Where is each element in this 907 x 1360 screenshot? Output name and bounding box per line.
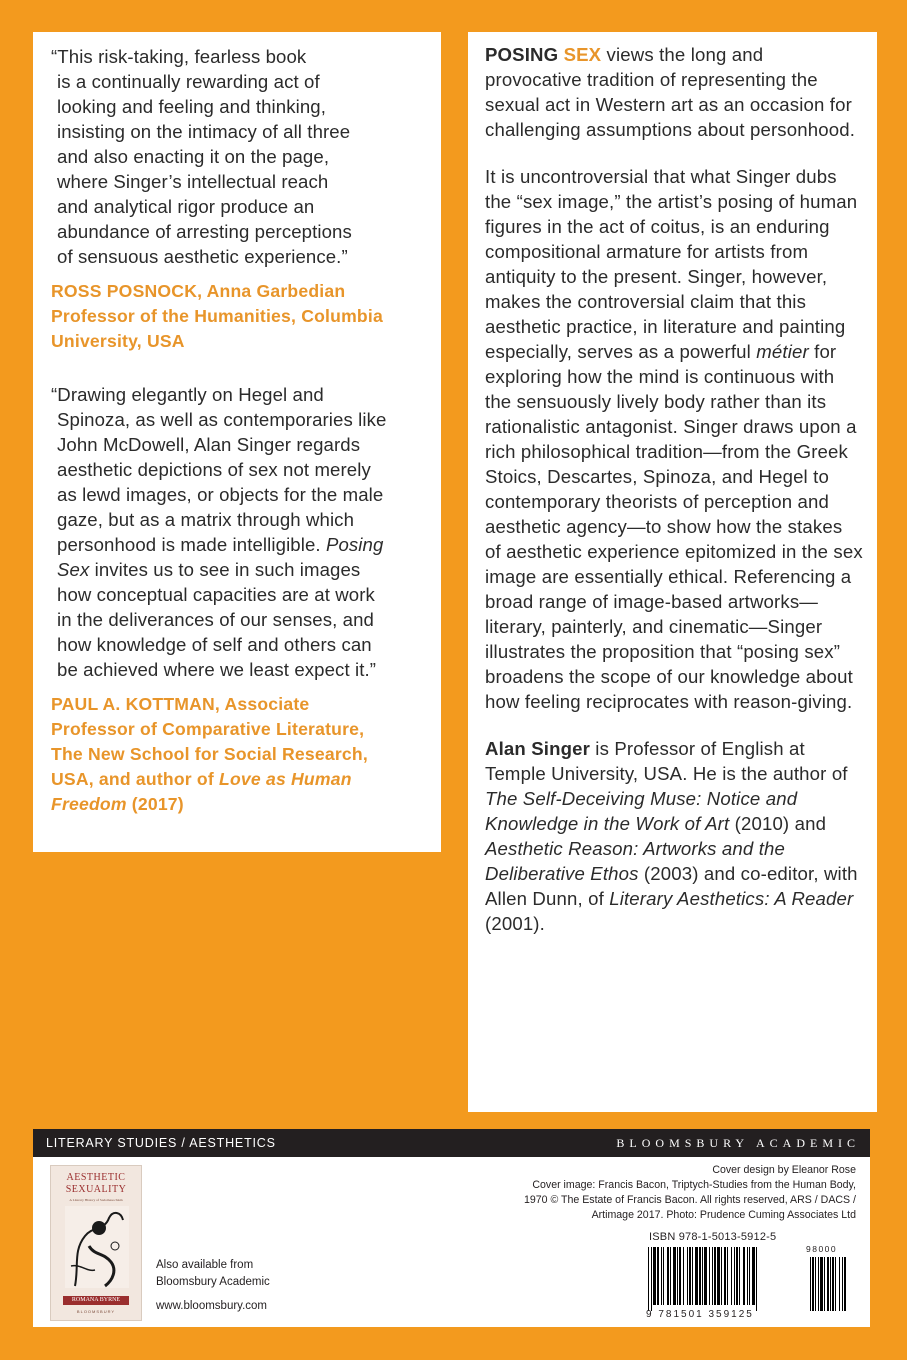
quote-line: is a continually rewarding act of [57, 71, 320, 92]
endorsement-attribution-2 [51, 692, 425, 817]
quote-line: Spinoza, as well as contemporaries like [57, 409, 387, 430]
attribution-line: Freedom (2017) [51, 794, 184, 814]
quote-line: insisting on the intimacy of all three [57, 121, 351, 142]
book-title: Sex [57, 559, 90, 580]
quote-line: be achieved where we least expect it.” [57, 659, 377, 680]
quote-line: how conceptual capacities are at work [57, 584, 375, 605]
endorsements-panel [33, 32, 441, 852]
isbn-label: ISBN 978-1-5013-5912-5 [649, 1231, 777, 1243]
emphasis-metier: métier [756, 341, 809, 362]
also-available-text: Also available from Bloomsbury Academic [156, 1259, 270, 1288]
quote-line: “This risk-taking, fearless book [51, 46, 307, 67]
credit-line: Cover image: Francis Bacon, Triptych-Studies from the Human Body, [532, 1179, 856, 1191]
quote-line: in the deliverances of our senses, and [57, 609, 374, 630]
quote-line: looking and feeling and thinking, [57, 96, 326, 117]
category-label: LITERARY STUDIES / AESTHETICS [46, 1136, 276, 1150]
related-book-title: AESTHETIC SEXUALITY [65, 1172, 127, 1195]
quote-line: as lewd images, or objects for the male [57, 484, 384, 505]
title-word-posing: POSING [485, 44, 559, 65]
related-book-cover[interactable] [50, 1165, 142, 1321]
quote-line: of sensuous aesthetic experience.” [57, 246, 348, 267]
quote-line [51, 532, 425, 557]
attribution-line: University, USA [51, 331, 185, 351]
author-bio: Alan Singer is Professor of English at Temple University, USA. He is the author of The Self-Deceiving Muse: Notice and Knowledge in the Work of Art (2010) and Aesthetic Reason: Artworks and the Deliberative Ethos (2003) and co-editor, with Allen Dunn, of Literary Aesthetics: A Reader (2001). [485, 738, 858, 934]
book-title: Literary Aesthetics: A Reader [609, 888, 854, 909]
quote-line: where Singer’s intellectual reach [57, 171, 329, 192]
barcode-addon-digits: 98000 [806, 1244, 838, 1254]
description-intro-text: views the long and provocative tradition of representing the sexual act in Western art as an occasion for challenging assumptions about personhood. [485, 44, 856, 140]
publisher-label: BLOOMSBURY ACADEMIC [616, 1135, 860, 1150]
title-word-sex: SEX [563, 44, 602, 65]
credit-line: 1970 © The Estate of Francis Bacon. All rights reserved, ARS / DACS / [523, 1194, 856, 1206]
attribution-line: The New School for Social Research, [51, 744, 368, 764]
quote-line: “Drawing elegantly on Hegel and [51, 384, 324, 405]
cover-credits [436, 1163, 856, 1223]
quote-text: personhood is made intelligible. [57, 534, 321, 555]
quote-line: and analytical rigor produce an [57, 196, 315, 217]
description-intro [485, 42, 863, 142]
quote-line: and also enacting it on the page, [57, 146, 330, 167]
author-name: Alan Singer [485, 738, 590, 759]
quote-text: invites us to see in such images [89, 559, 361, 580]
related-book-subtitle: A Literary History of Sadomasochism [69, 1198, 123, 1202]
book-title: Freedom [51, 794, 127, 814]
related-book-author: ROMANA BYRNE [63, 1296, 129, 1305]
quote-line [51, 557, 425, 582]
cover-illustration [65, 1206, 129, 1288]
description-body: It is uncontroversial that what Singer dubs the “sex image,” the artist’s posing of human figures in the act of coitus, is an enduring compositional armature for artists from antiquity to the present. Singer, however, makes the controversial claim that this aesthetic practice, in literature and painting especially, serves as a powerful métier for exploring how the mind is continuous with the sensuously lively body rather than its rationalistic antagonist. Singer draws upon a rich philosophical tradition—from the Greek Stoics, Descartes, Spinoza, and Hegel to contemporary theorists of perception and aesthetic agency—to show how the stakes of aesthetic experience epitomized in the sex image are essentially ethical. Referencing a broad range of image-based artworks—literary, painterly, and cinematic—Singer illustrates the proposition that “posing sex” broadens the scope of our knowledge about how feeling reciprocates with reason-giving. [485, 166, 863, 712]
endorsement-attribution-1 [51, 279, 425, 354]
quote-line: gaze, but as a matrix through which [57, 509, 355, 530]
book-title: The Self-Deceiving Muse: Notice and Knowledge in the Work of Art [485, 788, 798, 834]
endorsement-quote-1 [51, 44, 425, 269]
attribution-line: ROSS POSNOCK, Anna Garbedian [51, 281, 346, 301]
quote-line: how knowledge of self and others can [57, 634, 372, 655]
book-title: Aesthetic Reason: Artworks and the Deliberative Ethos [485, 838, 785, 884]
credit-line: Cover design by Eleanor Rose [712, 1164, 856, 1176]
bottom-panel [33, 1157, 870, 1327]
quote-line: abundance of arresting perceptions [57, 221, 352, 242]
description-panel [468, 32, 877, 1112]
attribution-line: USA, and author of Love as Human [51, 769, 352, 789]
quote-line: John McDowell, Alan Singer regards [57, 434, 361, 455]
endorsement-quote-2 [51, 382, 425, 682]
attribution-line: PAUL A. KOTTMAN, Associate [51, 694, 310, 714]
barcode-digits: 9 781501 359125 [646, 1309, 754, 1320]
book-title: Posing [325, 534, 384, 555]
related-book-publisher: BLOOMSBURY [76, 1309, 116, 1314]
website-link[interactable]: www.bloomsbury.com [156, 1300, 267, 1312]
attribution-line: Professor of Comparative Literature, [51, 719, 365, 739]
book-title: Love as Human [219, 769, 352, 789]
attribution-line: Professor of the Humanities, Columbia [51, 306, 383, 326]
barcode [646, 1247, 858, 1311]
category-bar [33, 1129, 870, 1157]
quote-line: aesthetic depictions of sex not merely [57, 459, 371, 480]
credit-line: Artimage 2017. Photo: Prudence Cuming Associates Ltd [591, 1209, 856, 1221]
